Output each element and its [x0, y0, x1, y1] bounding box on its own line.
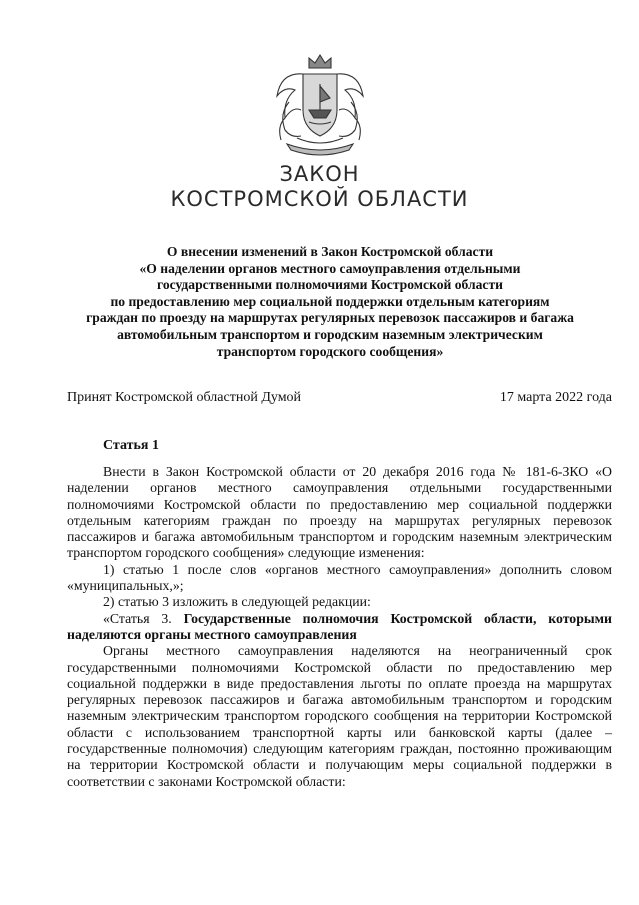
title-line: по предоставлению мер социальной поддержки отдельным категориям [110, 293, 550, 309]
title-line: государственными полномочиями Костромской области [157, 277, 503, 293]
law-heading-line2: КОСТРОМСКОЙ ОБЛАСТИ [170, 187, 469, 211]
quoted-article-heading [67, 611, 612, 644]
quoted-article-title: Государственные полномочия Костромской области, которыми наделяются органы местного самоуправления [67, 610, 612, 642]
article-title: Статья 1 [103, 438, 159, 453]
article-item-2: 2) статью 3 изложить в следующей редакции: [103, 594, 371, 610]
adoption-line [67, 390, 612, 406]
title-line: «О наделении органов местного самоуправления отдельными [139, 260, 521, 276]
adoption-date: 17 марта 2022 года [499, 390, 612, 405]
title-line: автомобильным транспортом и городским наземным электрическим [117, 326, 543, 342]
title-line: транспортом городского сообщения» [216, 343, 444, 359]
quoted-article-paragraph: Органы местного самоуправления наделяются на неограниченный срок государственными полномочиями Костромской области по предоставлению мер социальной поддержки в виде предоставления льготы по оплате проезда на маршрутах регулярных перевозок пассажиров и багажа автомобильным транспортом и городским наземным электрическим транспортом городского сообщения на территории Костромской области с использованием транспортной карты или банковской карты (далее – государственные полномочия) следующим категориям граждан, постоянно проживающим на территории Костромской области и получающим меры социальной поддержки в соответствии с законами Костромской области: [67, 643, 612, 789]
coat-of-arms-emblem [271, 52, 369, 158]
law-heading-line1: ЗАКОН [279, 162, 360, 186]
quoted-article-prefix: «Статья 3. [103, 610, 172, 626]
law-title-block [60, 244, 600, 360]
adoption-label: Принят Костромской областной Думой [67, 390, 302, 405]
title-line: О внесении изменений в Закон Костромской области [166, 244, 494, 259]
article-intro: Внести в Закон Костромской области от 20 декабря 2016 года № 181-6-ЗКО «О наделении органов местного самоуправления отдельными государственными полномочиями Костромской области по предоставлению мер социальной поддержки отдельным категориям граждан по проезду на маршрутах регулярных перевозок пассажиров и багажа автомобильным транспортом и городским наземным электрическим транспортом городского сообщения» следующие изменения: [67, 464, 612, 561]
article-item-1: 1) статью 1 после слов «органов местного самоуправления» дополнить словом «муниципальных,»; [67, 561, 612, 594]
article-body [67, 464, 612, 790]
title-line: граждан по проезду на маршрутах регулярных перевозок пассажиров и багажа [86, 310, 574, 326]
